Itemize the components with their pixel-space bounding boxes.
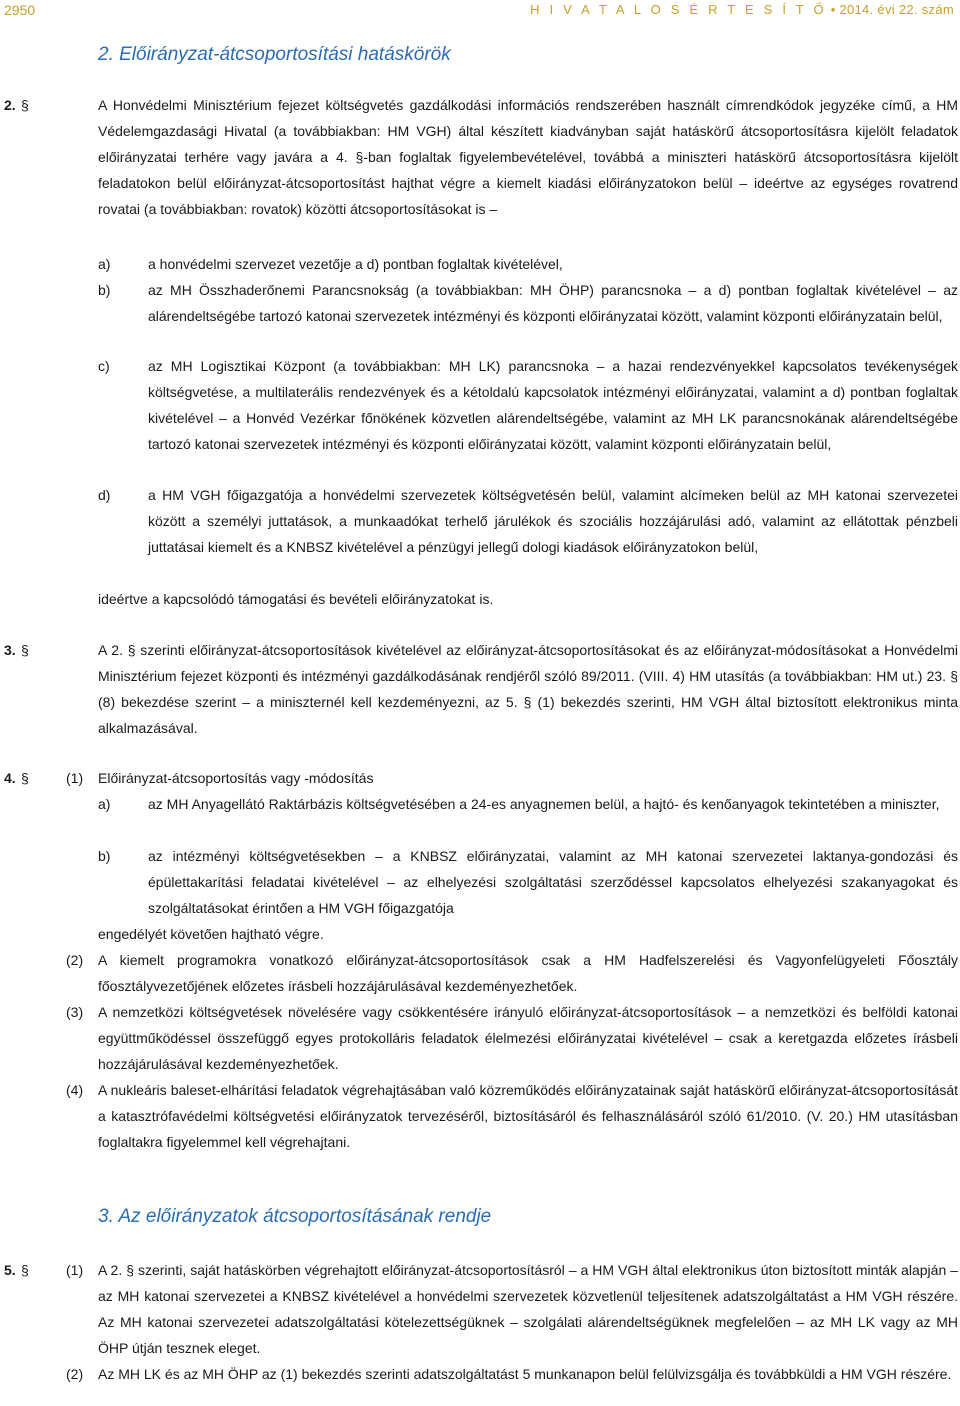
- list-label: a): [98, 256, 111, 272]
- paragraph-number: 5.: [4, 1262, 16, 1278]
- header-bullet: •: [830, 2, 836, 17]
- list-item: a HM VGH főigazgatója a honvédelmi szervezetek költségvetésén belül, valamint alcímeken belül az MH katonai szervezetei között a személyi juttatások, a munkaadókat terhelő járulékok és szociális hozzájárulási adó, valamint az ellátottak pénzbeli juttatásai kiemelt és a KNBSZ kivételével a pénzügyi jellegű dologi kiadások előirányzatokon belül,: [148, 487, 958, 555]
- list-label: d): [98, 487, 111, 503]
- list-label: a): [98, 796, 111, 812]
- list-item: az intézményi költségvetésekben – a KNBSZ előirányzatai, valamint az MH katonai szervezetei laktanya-gondozási és épülettakarítási feladatai kivételével – az elhelyezési szolgáltatási szerződéssel kapcsolatos elhelyezési szakanyagokat és szolgáltatásokat érintően a HM VGH főigazgatója: [148, 848, 958, 916]
- section-title-3: 3. Az előirányzatok átcsoportosításának rendje: [98, 1206, 492, 1227]
- list-label: b): [98, 282, 111, 298]
- list-label: b): [98, 848, 111, 864]
- paragraph-text: A kiemelt programokra vonatkozó előirányzat-átcsoportosítások csak a HM Hadfelszerelési és Vagyonfelügyeleti Főosztály főosztályvezetőjének előzetes írásbeli hozzájárulásával kezdeményezhetőek.: [98, 952, 958, 994]
- subsection-number: (4): [66, 1082, 84, 1098]
- paragraph-closing: ideértve a kapcsolódó támogatási és bevételi előirányzatokat is.: [98, 591, 494, 607]
- section-symbol: §: [21, 770, 29, 786]
- section-symbol: §: [21, 1262, 29, 1278]
- list-item: az MH Logisztikai Központ (a továbbiakban: MH LK) parancsnoka – a hazai rendezvényekkel kapcsolatos tevékenységek költségvetése, a multilaterális rendezvények és a kétoldalú kapcsolatok intézményi előirányzatai, valamint a d) pontban foglaltak kivételével – a Honvéd Vezérkar főnökének közvetlen alárendeltségébe, valamint az MH LK parancsnokának alárendeltségébe tartozó katonai szervezetek intézményi és központi előirányzatai között, valamint központi előirányzatain belül,: [148, 358, 958, 452]
- list-item: a honvédelmi szervezet vezetője a d) pontban foglaltak kivételével,: [148, 256, 563, 272]
- paragraph-text: A nemzetközi költségvetések növelésére vagy csökkentésére irányuló előirányzat-átcsoportosítások – a nemzetközi és belföldi katonai együttműködéssel összefüggő egyes protokolláris feladatok élelmezési előirányzatai kivételével – csak a keretgazda előzetes írásbeli hozzájárulásával kezdeményezhetőek.: [98, 1004, 958, 1072]
- subsection-number: (1): [66, 770, 84, 786]
- paragraph-number: 3.: [4, 642, 16, 658]
- section-title-2: 2. Előirányzat-átcsoportosítási hatáskörök: [98, 44, 451, 65]
- list-item: az MH Anyagellátó Raktárbázis költségvetésében a 24-es anyagnemen belül, a hajtó- és kenőanyagok tekintetében a miniszter,: [148, 796, 940, 812]
- list-item: az MH Összhaderőnemi Parancsnokság (a továbbiakban: MH ÖHP) parancsnoka – a d) pontban foglaltak kivételével – az alárendeltségébe tartozó katonai szervezetek intézményi és központi előirányzatai között, valamint központi előirányzatain belül,: [148, 282, 958, 324]
- paragraph-text: A 2. § szerinti előirányzat-átcsoportosítások kivételével az előirányzat-átcsoportosításokat és az előirányzat-módosításokat a Honvédelmi Minisztérium fejezet központi és intézményi gazdálkodásának rendjéről szóló 89/2011. (VIII. 4) HM utasítás (a továbbiakban: HM ut.) 23. § (8) bekezdése szerint – a miniszternél kell kezdeményezni, az 5. § (1) bekezdés szerinti, HM VGH által biztosított elektronikus minta alkalmazásával.: [98, 642, 958, 736]
- paragraph-text: Az MH LK és az MH ÖHP az (1) bekezdés szerinti adatszolgáltatást 5 munkanapon belül felülvizsgálja és továbbküldi a HM VGH részére.: [98, 1366, 952, 1382]
- journal-name: H I V A T A L O S É R T E S Í T Ő: [530, 2, 827, 17]
- subsection-number: (2): [66, 1366, 84, 1382]
- paragraph-number: 4.: [4, 770, 16, 786]
- subsection-number: (2): [66, 952, 84, 968]
- paragraph-closing: engedélyét követően hajtható végre.: [98, 926, 324, 942]
- paragraph-text: Előirányzat-átcsoportosítás vagy -módosítás: [98, 770, 374, 786]
- subsection-number: (3): [66, 1004, 84, 1020]
- section-symbol: §: [21, 642, 29, 658]
- paragraph-number: 2.: [4, 97, 16, 113]
- paragraph-text: A nukleáris baleset-elhárítási feladatok végrehajtásában való közreműködés előirányzatainak saját hatáskörű előirányzat-átcsoportosítását a katasztrófavédelmi költségvetési előirányzatok tervezéséről, biztosításáról és felhasználásáról szóló 61/2010. (V. 20.) HM utasításban foglaltakra figyelemmel kell végrehajtani.: [98, 1082, 958, 1150]
- subsection-number: (1): [66, 1262, 84, 1278]
- paragraph-text: A 2. § szerinti, saját hatáskörben végrehajtott előirányzat-átcsoportosításról – a HM VGH által elektronikus úton biztosított minták alapján – az MH katonai szervezetei a KNBSZ kivételével a honvédelmi szervezetek közvetlenül teljesítenek adatszolgáltatást a HM VGH részére. Az MH katonai szervezetei adatszolgáltatási kötelezettségüknek – szolgálati alárendeltségüknek megfelelően – az MH LK vagy az MH ÖHP útján tesznek eleget.: [98, 1262, 958, 1356]
- paragraph-text: A Honvédelmi Minisztérium fejezet költségvetés gazdálkodási információs rendszerében használt címrendkódok jegyzéke című, a HM Védelemgazdasági Hivatal (a továbbiakban: HM VGH) által készített kiadványban saját hatáskörű átcsoportosításra kijelölt feladatok előirányzatai terhére vagy javára a 4. §-ban foglaltak figyelembevételével, továbbá a miniszteri hatáskörű átcsoportosításra kijelölt feladatokon belül előirányzat-átcsoportosítást hajthat végre a kiemelt kiadási előirányzatokon belül – ideértve az egységes rovatrend rovatai (a továbbiakban: rovatok) közötti átcsoportosításokat is –: [98, 97, 958, 217]
- issue-label: 2014. évi 22. szám: [839, 2, 954, 17]
- running-header: [530, 2, 954, 17]
- section-symbol: §: [21, 97, 29, 113]
- list-label: c): [98, 358, 110, 374]
- page-number: 2950: [4, 2, 36, 18]
